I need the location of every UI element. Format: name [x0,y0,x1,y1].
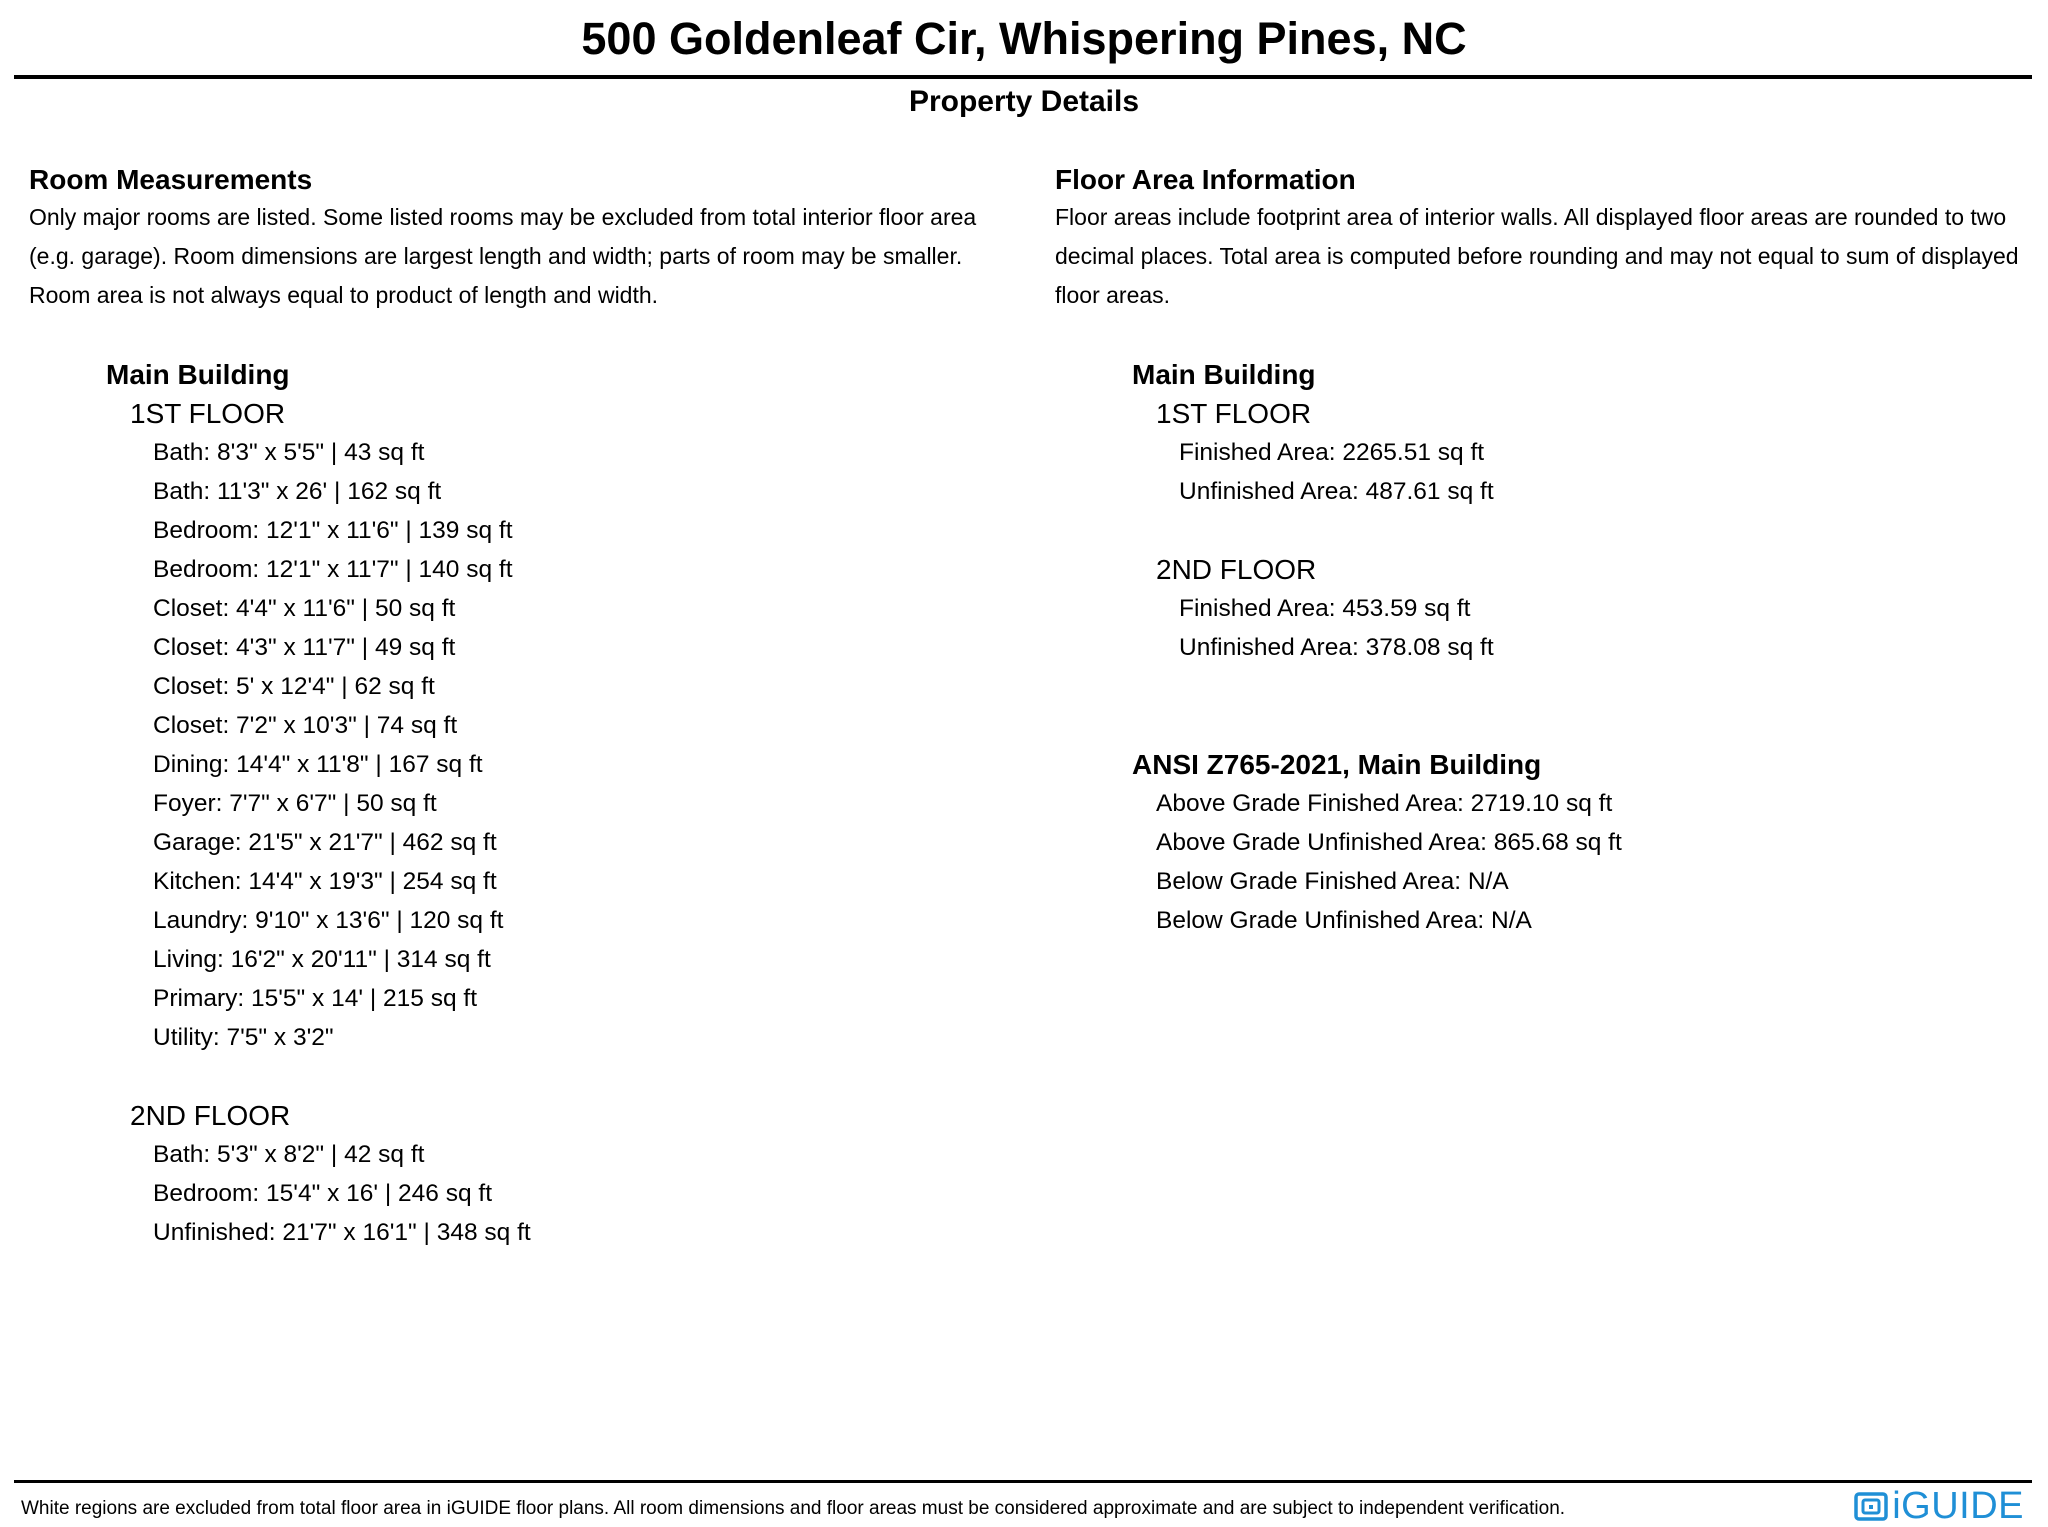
building-name: Main Building [106,359,290,390]
floor-area-desc-line: Floor areas include footprint area of interior walls. All displayed floor areas are rounded to two [1055,204,2007,230]
room-measurements-heading: Room Measurements [29,164,313,195]
room-item: Bedroom: 12'1" x 11'6" | 139 sq ft [153,517,513,544]
floor-area-desc-line: decimal places. Total area is computed before rounding and may not equal to sum of displayed [1055,243,2019,269]
room-item: Closet: 5' x 12'4" | 62 sq ft [153,673,435,700]
footer-divider [14,1480,2032,1483]
floor-name: 1ST FLOOR [130,398,286,429]
room-item: Dining: 14'4" x 11'8" | 167 sq ft [153,751,483,778]
room-item: Living: 16'2" x 20'11" | 314 sq ft [153,946,491,973]
ansi-item: Above Grade Finished Area: 2719.10 sq ft [1156,790,1613,817]
room-measurements-desc-line: Room area is not always equal to product of length and width. [29,282,659,308]
ansi-heading: ANSI Z765-2021, Main Building [1132,749,1542,780]
room-item: Kitchen: 14'4" x 19'3" | 254 sq ft [153,868,497,895]
ansi-item: Above Grade Unfinished Area: 865.68 sq ft [1156,829,1622,856]
room-measurements-section [29,162,1029,1252]
room-item: Laundry: 9'10" x 13'6" | 120 sq ft [153,907,504,934]
room-item: Garage: 21'5" x 21'7" | 462 sq ft [153,829,497,856]
page-title: 500 Goldenleaf Cir, Whispering Pines, NC [581,13,1467,64]
ansi-item: Below Grade Unfinished Area: N/A [1156,907,1532,934]
iguide-logo-icon [1854,1489,1888,1523]
room-item: Foyer: 7'7" x 6'7" | 50 sq ft [153,790,437,817]
page-subtitle: Property Details [908,85,1140,118]
unfinished-area: Unfinished Area: 487.61 sq ft [1179,478,1494,505]
header-divider [14,75,2032,79]
footer-disclaimer: White regions are excluded from total floor area in iGUIDE floor plans. All room dimensions and floor areas must be considered approximate and are subject to independent verification. [21,1498,1566,1519]
room-item: Utility: 7'5" x 3'2" [153,1024,334,1051]
ansi-item: Below Grade Finished Area: N/A [1156,868,1509,895]
room-item: Closet: 4'4" x 11'6" | 50 sq ft [153,595,456,622]
logo-text: iGUIDE [1892,1485,2024,1527]
room-item: Closet: 7'2" x 10'3" | 74 sq ft [153,712,458,739]
building-name: Main Building [1132,359,1316,390]
room-item: Bedroom: 15'4" x 16' | 246 sq ft [153,1180,493,1207]
iguide-logo [1854,1486,2024,1526]
room-item: Bath: 5'3" x 8'2" | 42 sq ft [153,1141,425,1168]
floor-name: 2ND FLOOR [130,1100,291,1131]
room-item: Closet: 4'3" x 11'7" | 49 sq ft [153,634,456,661]
room-item: Primary: 15'5" x 14' | 215 sq ft [153,985,478,1012]
finished-area: Finished Area: 453.59 sq ft [1179,595,1471,622]
room-measurements-desc-line: (e.g. garage). Room dimensions are largest length and width; parts of room may be smaller. [29,243,963,269]
room-item: Bedroom: 12'1" x 11'7" | 140 sq ft [153,556,513,583]
floor-area-desc-line: floor areas. [1055,282,1171,308]
finished-area: Finished Area: 2265.51 sq ft [1179,439,1485,466]
room-measurements-desc-line: Only major rooms are listed. Some listed rooms may be excluded from total interior floor area [29,204,977,230]
floor-name: 1ST FLOOR [1156,398,1312,429]
floor-area-section [1055,162,2045,940]
room-item: Unfinished: 21'7" x 16'1" | 348 sq ft [153,1219,531,1246]
floor-area-heading: Floor Area Information [1055,164,1356,195]
room-item: Bath: 11'3" x 26' | 162 sq ft [153,478,442,505]
unfinished-area: Unfinished Area: 378.08 sq ft [1179,634,1494,661]
room-item: Bath: 8'3" x 5'5" | 43 sq ft [153,439,425,466]
floor-name: 2ND FLOOR [1156,554,1317,585]
